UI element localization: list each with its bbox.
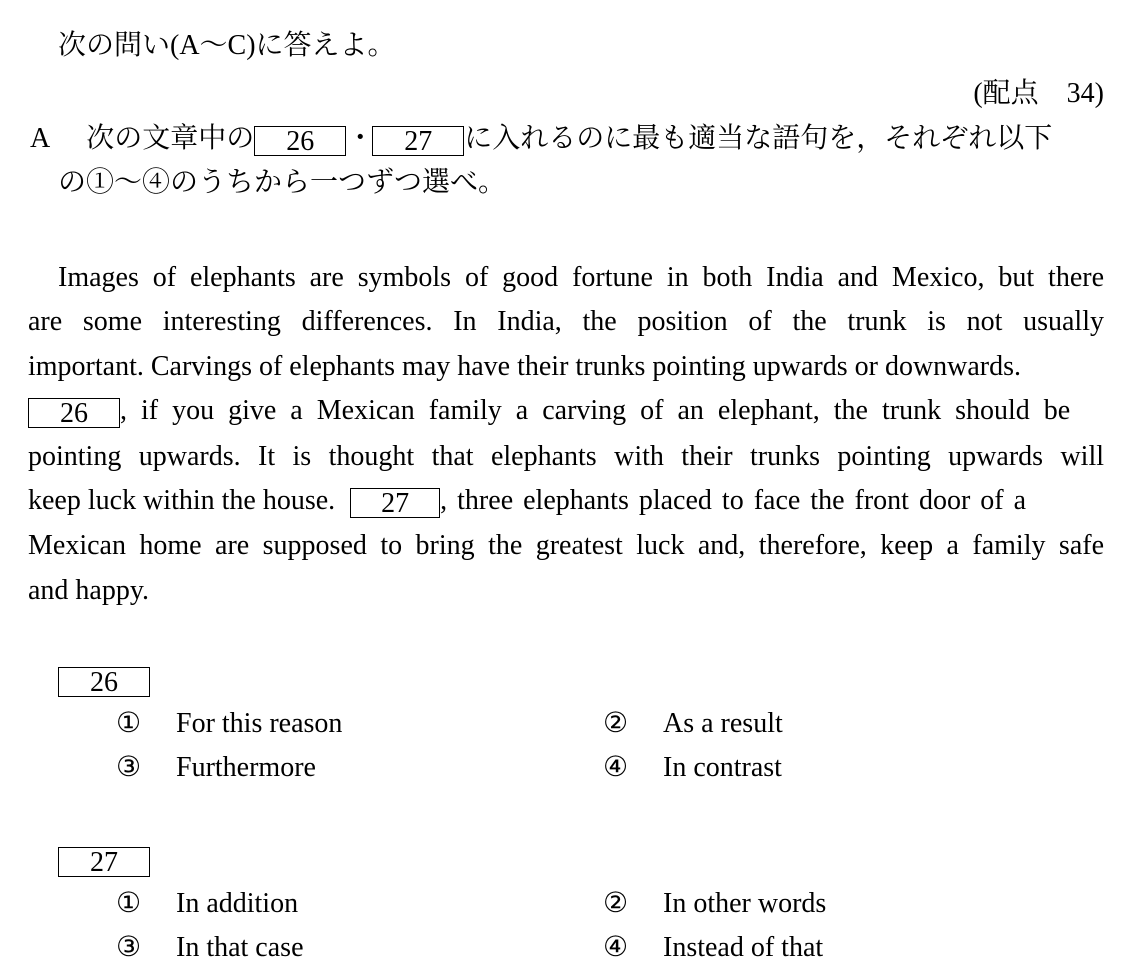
option-number: ④ [603,932,629,963]
passage-line-4 [28,394,1104,428]
passage-line-3: important. Carvings of elephants may have their trunks pointing upwards or downwards. [28,351,1022,382]
blank-box-27: 27 [372,126,464,156]
passage-line-1-text: Images of elephants are symbols of good fortune in both India and Mexico, but there [58,262,1104,293]
blank-box-26: 26 [254,126,346,156]
passage-line-6 [28,484,1104,518]
instruction: 次の問い(A～C)に答えよ。 [58,30,396,61]
option-text: In addition [176,888,299,919]
points: (配点 34) [973,78,1104,109]
option-text: In that case [176,932,304,963]
q26-option-3[interactable] [116,751,316,785]
question-26-box: 26 [58,667,150,697]
section-label: A [30,123,51,154]
q27-option-2[interactable] [603,887,826,921]
option-text: In other words [663,888,827,919]
option-number: ③ [116,752,142,783]
option-number: ① [116,708,142,739]
section-a-instruction-line2: の①～④のうちから一つずつ選べ。 [58,167,507,198]
option-text: Instead of that [663,932,824,963]
q27-option-1[interactable] [116,887,298,921]
passage-line-8: and happy. [28,575,150,606]
option-number: ④ [603,752,629,783]
option-text: In contrast [663,752,782,783]
option-text: Furthermore [176,752,316,783]
question-27-label [58,843,150,877]
section-a-instruction [30,122,1052,156]
passage-line-4-rest: , if you give a Mexican family a carving of an elephant, the trunk should be [120,395,1071,426]
q26-option-4[interactable] [603,751,782,785]
q27-option-3[interactable] [116,931,304,965]
question-26-label [58,663,150,697]
option-number: ① [116,888,142,919]
option-text: For this reason [176,708,343,739]
option-text: As a result [663,708,783,739]
passage-line-2: are some interesting differences. In India, the position of the trunk is not usually [28,306,1104,337]
separator: ・ [346,123,375,154]
passage-line-1 [58,261,1104,295]
passage-line-6-rest: , three elephants placed to face the front door of a [440,485,1027,516]
passage-blank-27: 27 [350,488,440,518]
instruction-text-after: に入れるのに最も適当な語句を，それぞれ以下 [464,123,1053,154]
option-number: ② [603,888,629,919]
passage-line-6-start: keep luck within the house. [28,485,343,516]
option-number: ③ [116,932,142,963]
passage-line-5: pointing upwards. It is thought that elephants with their trunks pointing upwards will [28,441,1104,472]
question-27-box: 27 [58,847,150,877]
q26-option-1[interactable] [116,707,342,741]
option-number: ② [603,708,629,739]
instruction-text-before: 次の文章中の [86,123,255,154]
passage-blank-26: 26 [28,398,120,428]
q27-option-4[interactable] [603,931,823,965]
passage-line-7: Mexican home are supposed to bring the greatest luck and, therefore, keep a family safe [28,530,1104,561]
q26-option-2[interactable] [603,707,783,741]
